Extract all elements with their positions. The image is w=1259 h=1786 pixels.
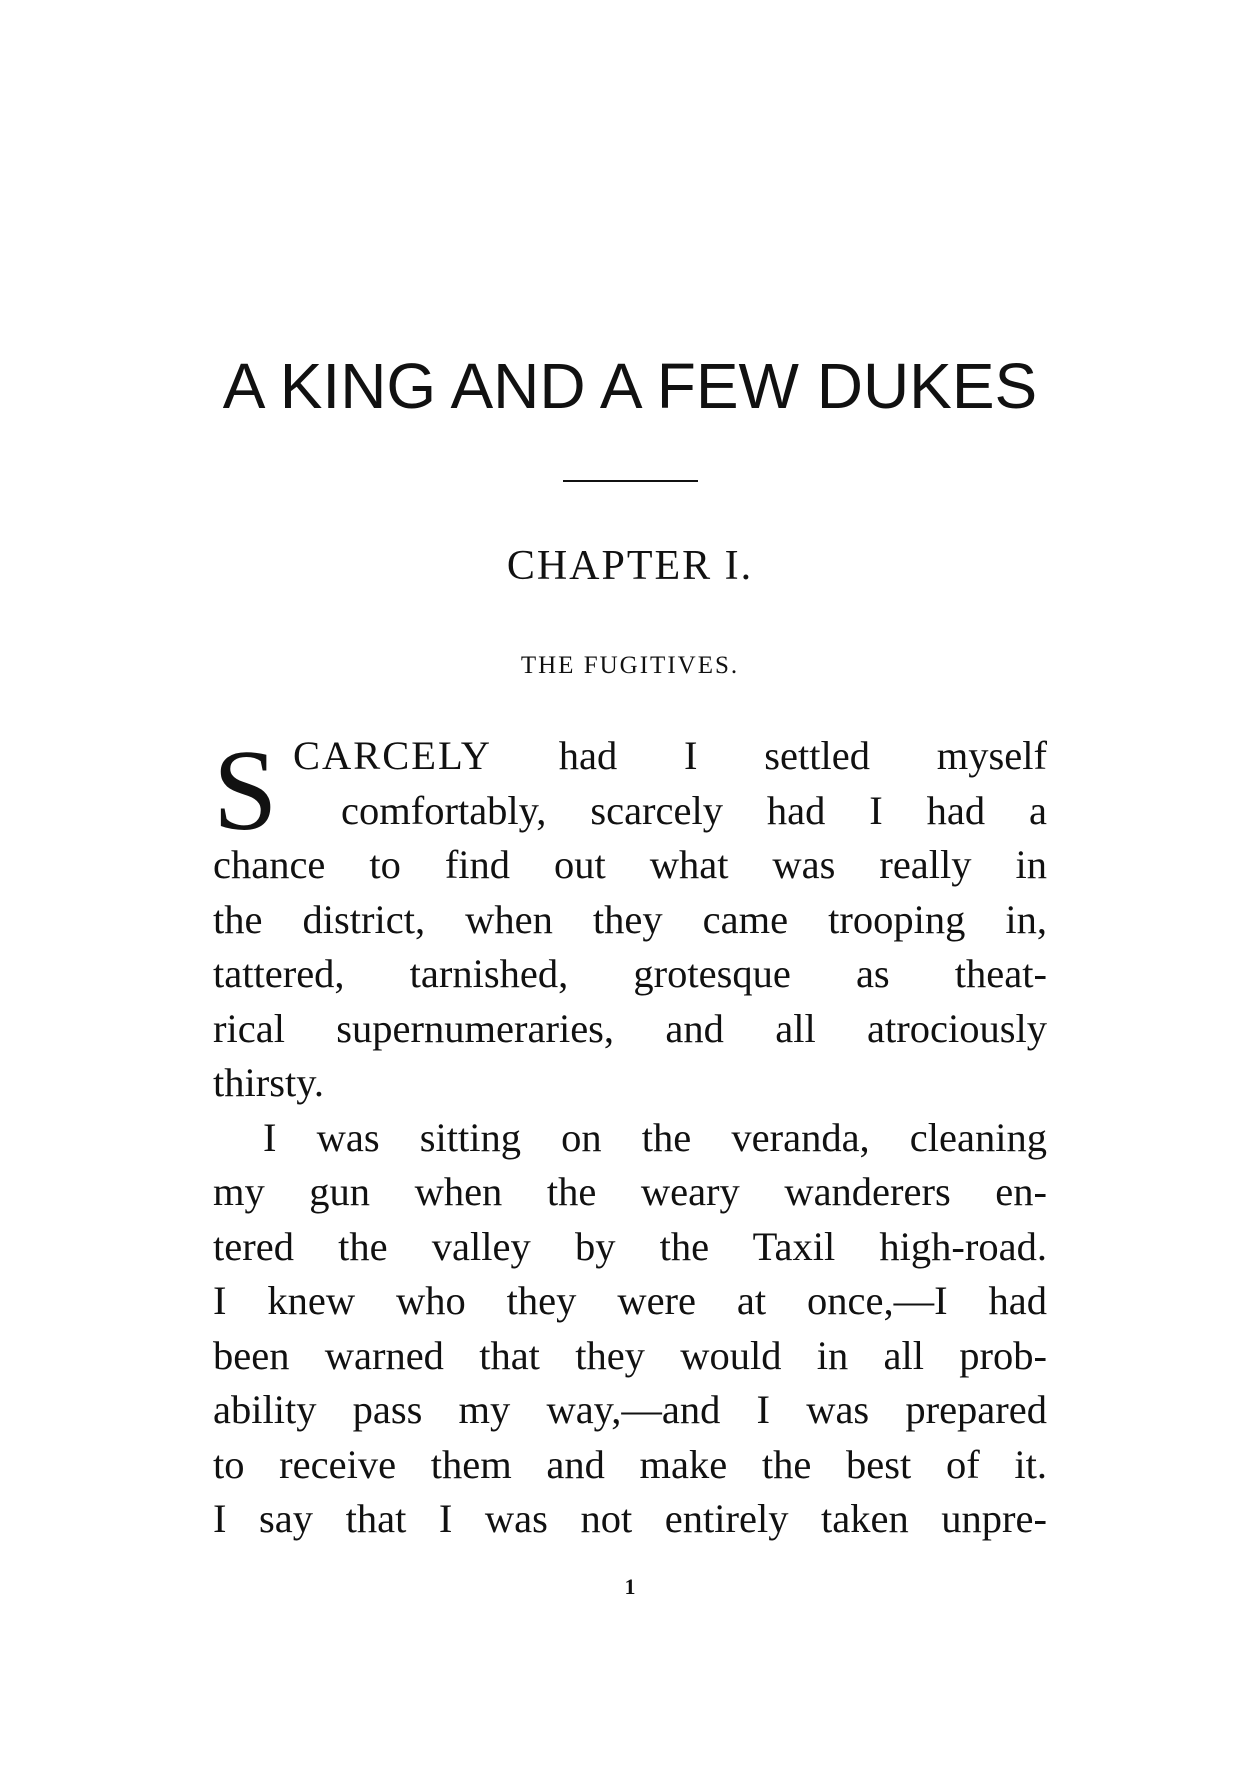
paragraph-2-line-4: I knew who they were at once,—I had (213, 1278, 1047, 1323)
paragraph-1-line-1-text: had I settled myself (558, 733, 1047, 778)
chapter-subtitle: THE FUGITIVES. (520, 652, 740, 679)
paragraph-1-line-1 (213, 729, 1047, 784)
paragraph-2-line-5: been warned that they would in all prob- (213, 1332, 1047, 1378)
paragraph-2-line-1: I was sitting on the veranda, cleaning (263, 1114, 1047, 1160)
chapter-body (213, 729, 1047, 1547)
paragraph-1-line-7: thirsty. (213, 1060, 324, 1105)
title-divider-rule (563, 480, 698, 482)
paragraph-2-line-3: tered the valley by the Taxil high-road. (213, 1223, 1047, 1269)
drop-cap-letter: S (213, 727, 278, 855)
paragraph-2-line-7: to receive them and make the best of it. (213, 1441, 1047, 1487)
paragraph-1-line-5: tattered, tarnished, grotesque as theat- (213, 951, 1047, 996)
paragraph-2 (213, 1111, 1047, 1547)
page-number: 1 (624, 1574, 636, 1599)
paragraph-1-line-2: comfortably, scarcely had I had a (341, 787, 1047, 833)
paragraph-2-line-8: I say that I was not entirely taken unpre- (213, 1496, 1047, 1541)
chapter-heading: CHAPTER I. (506, 543, 754, 589)
paragraph-1-line-3: chance to find out what was really in (213, 842, 1047, 887)
paragraph-1-line-6: rical supernumeraries, and all atrociously (213, 1005, 1047, 1051)
book-title: A KING AND A FEW DUKES (222, 350, 1038, 422)
paragraph-2-line-2: my gun when the weary wanderers en- (213, 1169, 1047, 1214)
first-word-remainder: CARCELY (293, 733, 492, 778)
paragraph-2-line-6: ability pass my way,—and I was prepared (213, 1387, 1047, 1432)
paragraph-1 (213, 729, 1047, 1111)
paragraph-1-line-4: the district, when they came trooping in, (213, 896, 1047, 942)
